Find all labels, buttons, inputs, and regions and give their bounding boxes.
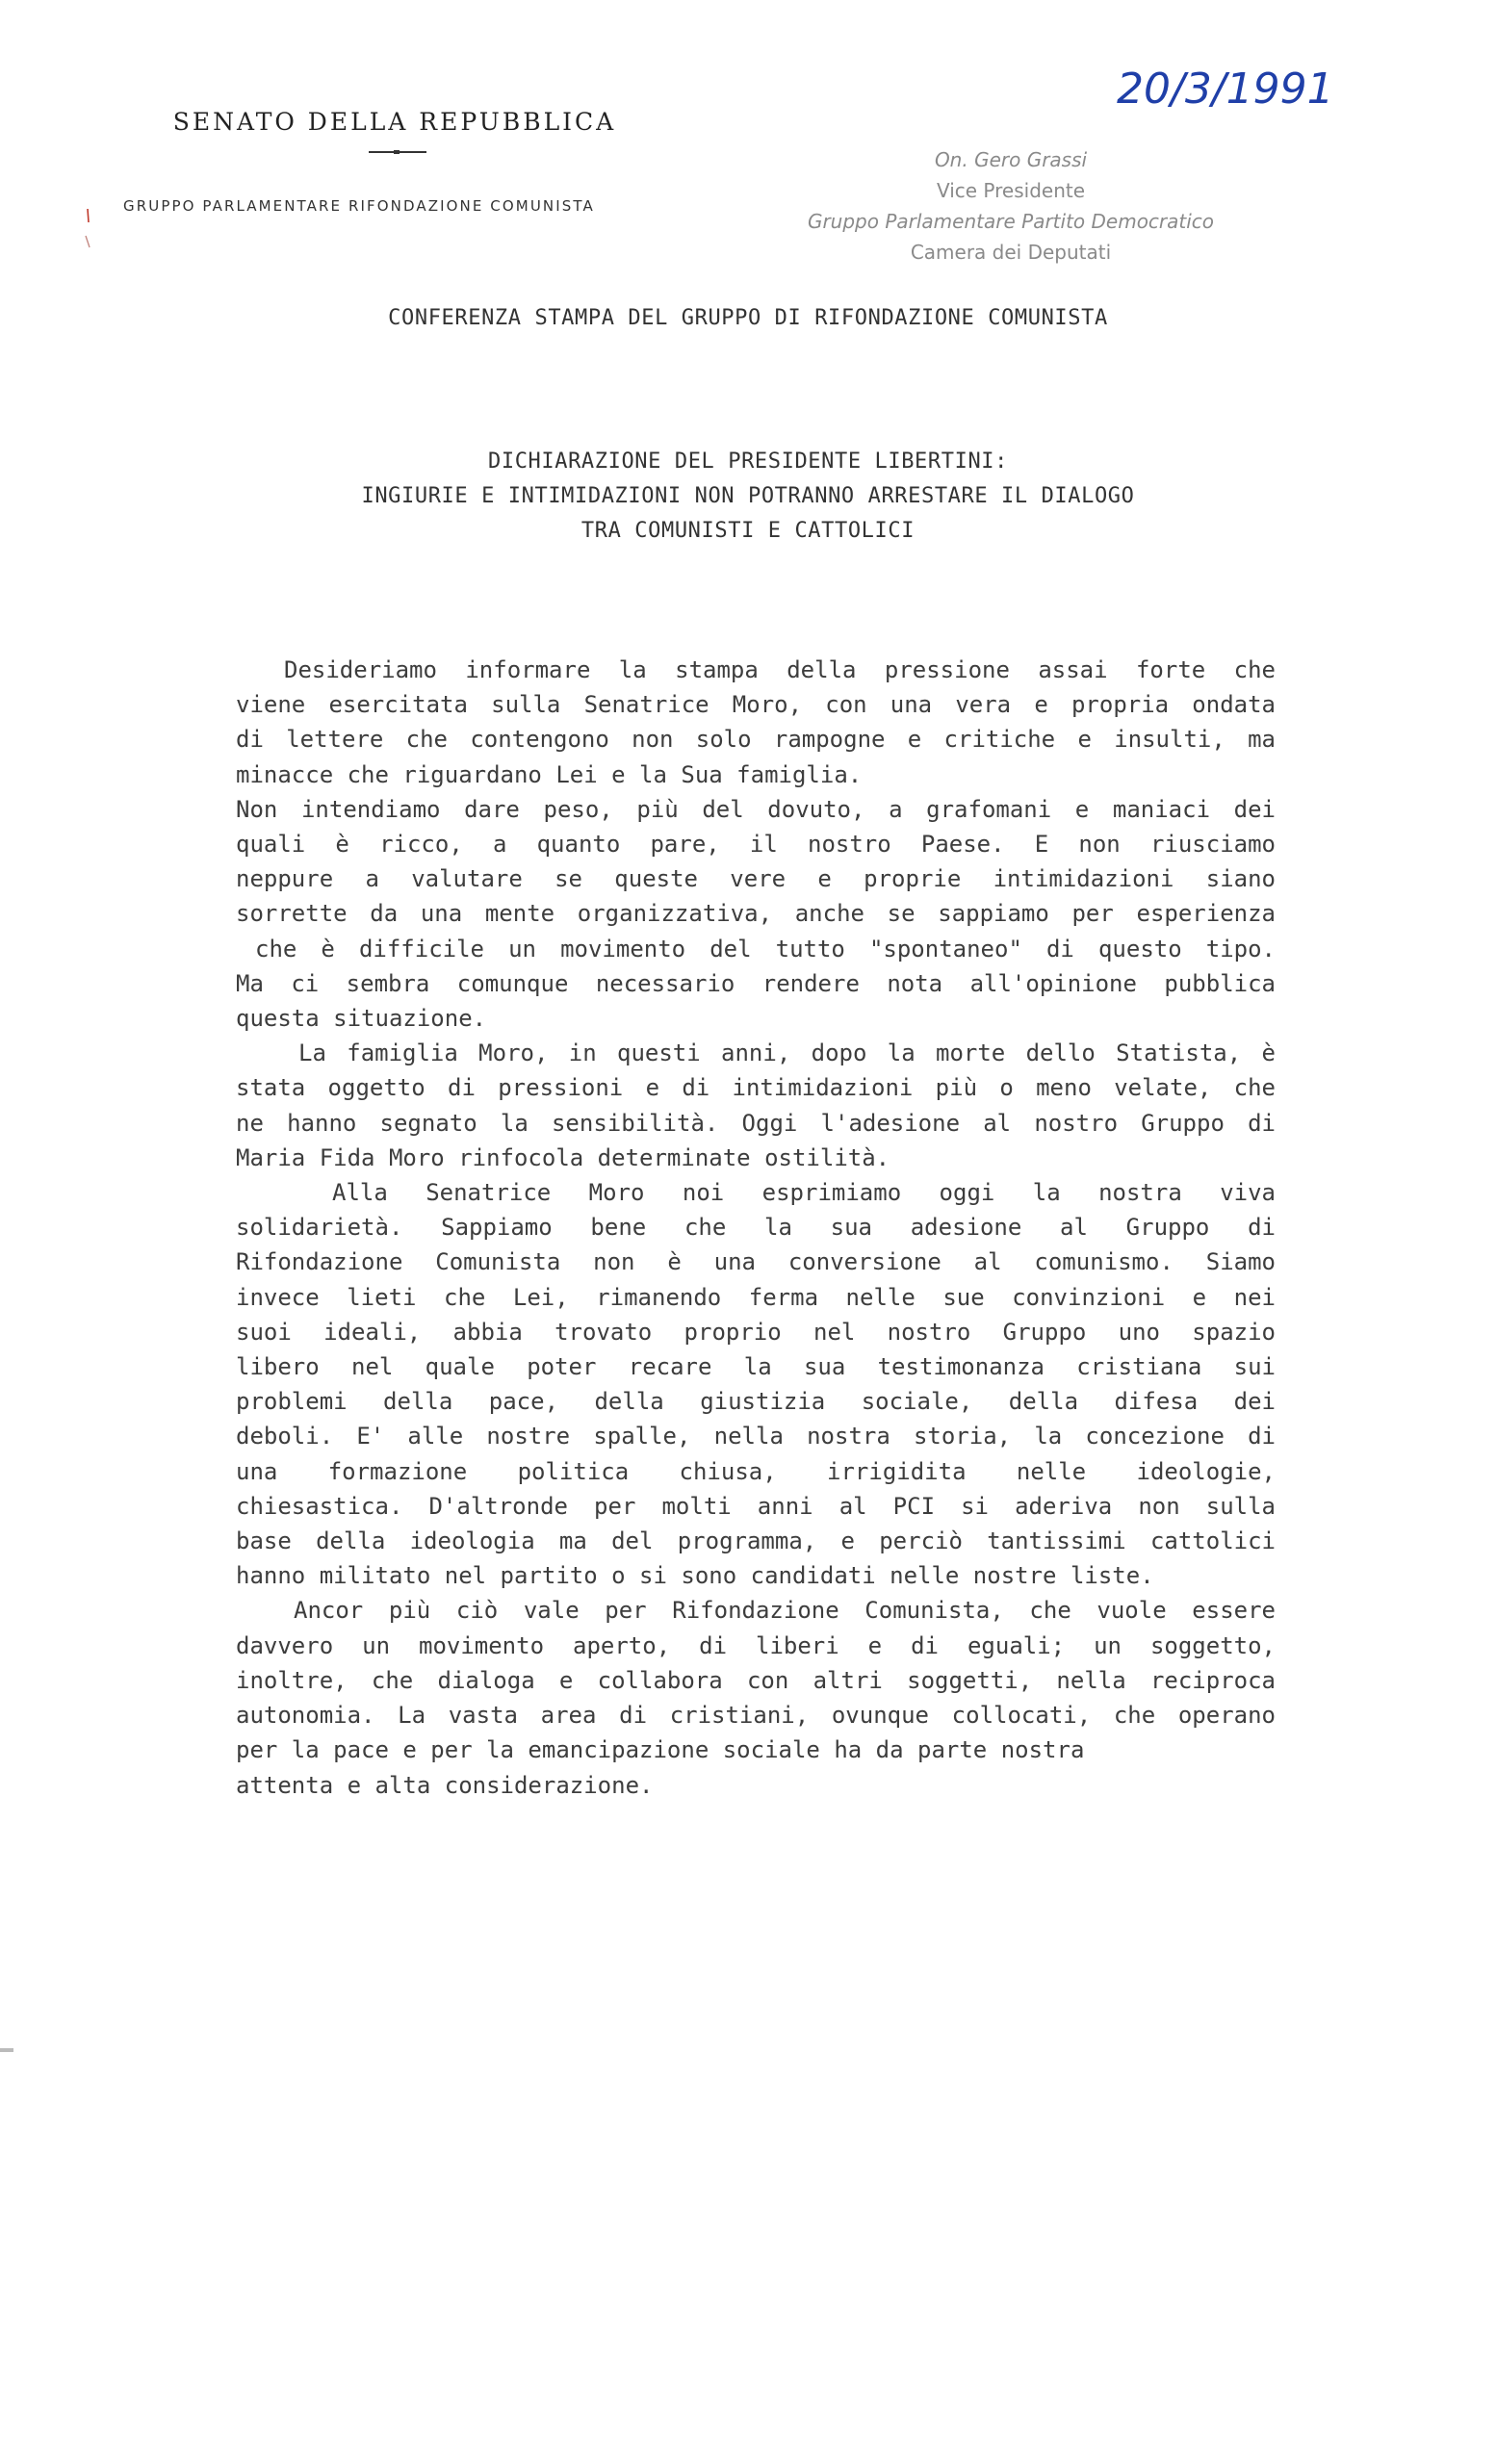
declaration-heading [0, 445, 1496, 549]
letterhead-group: GRUPPO PARLAMENTARE RIFONDAZIONE COMUNISTA [123, 197, 595, 215]
stamp-role: Vice Presidente [936, 179, 1086, 202]
body-line: solidarietà. Sappiamo bene che la sua adesione al Gruppo di [236, 1214, 1276, 1242]
handwritten-date-text: 20/3/1991 [1117, 64, 1334, 114]
declaration-line-2: INGIURIE E INTIMIDAZIONI NON POTRANNO ARRESTARE IL DIALOGO [361, 484, 1135, 508]
body-line: stata oggetto di pressioni e di intimidazioni più o meno velate, che [236, 1074, 1276, 1102]
body-line: Alla Senatrice Moro noi esprimiamo oggi la nostra viva [332, 1179, 1276, 1207]
stamp-name: On. Gero Grassi [934, 148, 1088, 171]
body-line: davvero un movimento aperto, di liberi e di eguali; un soggetto, [236, 1631, 1276, 1659]
body-line: sorrette da una mente organizzativa, anche se sappiamo per esperienza [236, 900, 1276, 928]
body-line: viene esercitata sulla Senatrice Moro, con una vera e propria ondata [236, 691, 1276, 719]
scan-edge-mark [0, 2048, 13, 2052]
official-stamp [770, 144, 1251, 268]
body-line: che è difficile un movimento del tutto "spontaneo" di questo tipo. [255, 935, 1276, 962]
body-line: ne hanno segnato la sensibilità. Oggi l'adesione al nostro Gruppo di [236, 1109, 1276, 1137]
body-line: Ancor più ciò vale per Rifondazione Comunista, che vuole essere [294, 1597, 1276, 1625]
body-line: libero nel quale poter recare la sua testimonanza cristiana sui [236, 1353, 1276, 1381]
body-line: chiesastica. D'altronde per molti anni al PCI si aderiva non sulla [236, 1492, 1276, 1520]
body-line: una formazione politica chiusa, irrigidita nelle ideologie, [236, 1457, 1276, 1485]
document-title: CONFERENZA STAMPA DEL GRUPPO DI RIFONDAZIONE COMUNISTA [388, 306, 1108, 330]
body-line: Desideriamo informare la stampa della pressione assai forte che [284, 656, 1276, 683]
handwritten-date [1117, 53, 1338, 120]
body-line: deboli. E' alle nostre spalle, nella nostra storia, la concezione di [236, 1423, 1276, 1450]
body-line: suoi ideali, abbia trovato proprio nel nostro Gruppo uno spazio [236, 1318, 1276, 1346]
body-line: La famiglia Moro, in questi anni, dopo la morte dello Statista, è [298, 1040, 1276, 1067]
body-line: Non intendiamo dare peso, più del dovuto, a grafomani e maniaci dei [236, 795, 1276, 823]
margin-marks [82, 197, 93, 255]
body-line: neppure a valutare se queste vere e proprie intimidazioni siano [236, 865, 1276, 893]
stamp-chamber: Camera dei Deputati [910, 241, 1112, 264]
body-line: base della ideologia ma del programma, e perciò tantissimi cattolici [236, 1527, 1276, 1555]
body-line: problemi della pace, della giustizia sociale, della difesa dei [236, 1388, 1276, 1416]
stamp-group: Gruppo Parlamentare Partito Democratico [807, 210, 1215, 233]
body-line: quali è ricco, a quanto pare, il nostro Paese. E non riusciamo [236, 831, 1276, 859]
body-line: per la pace e per la emancipazione sociale ha da parte nostra [236, 1736, 1085, 1764]
declaration-line-3: TRA COMUNISTI E CATTOLICI [580, 519, 916, 543]
body-line: minacce che riguardano Lei e la Sua famiglia. [236, 760, 863, 788]
declaration-line-1: DICHIARAZIONE DEL PRESIDENTE LIBERTINI: [488, 449, 1008, 474]
body-line: di lettere che contengono non solo rampogne e critiche e insulti, ma [236, 726, 1276, 754]
body-line: questa situazione. [236, 1005, 487, 1033]
body-line: Ma ci sembra comunque necessario rendere nota all'opinione pubblica [236, 969, 1276, 997]
statement-body [236, 653, 1276, 1803]
body-line: hanno militato nel partito o si sono candidati nelle nostre liste. [236, 1562, 1154, 1590]
body-line: invece lieti che Lei, rimanendo ferma nelle sue convinzioni e nei [236, 1283, 1276, 1311]
letterhead-institution: SENATO DELLA REPUBBLICA [172, 108, 617, 136]
body-line: inoltre, che dialoga e collabora con altri soggetti, nella reciproca [236, 1666, 1276, 1694]
body-line: Maria Fida Moro rinfocola determinate ostilità. [236, 1143, 890, 1171]
letterhead-divider [369, 151, 426, 153]
body-line: Rifondazione Comunista non è una conversione al comunismo. Siamo [236, 1248, 1276, 1276]
body-line: autonomia. La vasta area di cristiani, ovunque collocati, che operano [236, 1702, 1276, 1730]
body-line: attenta e alta considerazione. [236, 1771, 654, 1799]
